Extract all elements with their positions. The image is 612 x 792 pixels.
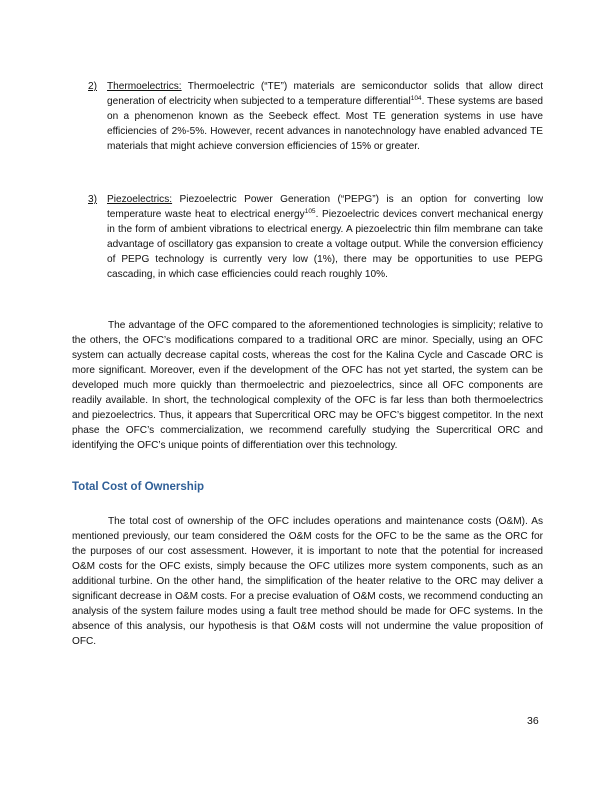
section-heading: Total Cost of Ownership (72, 481, 205, 493)
footnote-reference[interactable]: 105 (304, 208, 316, 215)
list-item-heading: Thermoelectrics: (107, 81, 182, 92)
list-item-heading: Piezoelectrics: (107, 194, 173, 205)
list-item-body (107, 79, 543, 154)
list-item-piezoelectrics (88, 192, 543, 282)
page-number: 36 (527, 715, 539, 727)
paragraph-advantage: The advantage of the OFC compared to the aforementioned technologies is simplicity; relative to the others, the OFC’s modifications compared to a traditional ORC are minor. Specially, using an OFC system can actually decrease capital costs, whereas the cost for the Kalina Cycle and Cascade ORC is more significant. Moreover, even if the development of the OFC has not yet started, the system can be developed much more quickly than thermoelectric and piezoelectrics, since all OFC components are readily available. In short, the technological complexity of the OFC is far less than both thermoelectrics and piezoelectrics. Thus, it appears that Supercritical ORC may be OFC’s biggest competitor. In the next phase the OFC’s commercialization, we recommend carefully studying the Supercritical ORC and identifying the OFC’s unique points of differentiation over this technology. (72, 320, 543, 451)
list-item-body (107, 192, 543, 282)
list-item-text: Piezoelectric Power Generation (“PEPG”) is an option for converting low temperature waste heat to electrical energy (107, 194, 543, 220)
list-item-text: . These systems are based on a phenomenon known as the Seebeck effect. Most TE generation systems in use have efficiencies of 2%-5%. However, recent advances in nanotechnology have enabled advanced TE materials that might achieve conversion efficiencies of 15% or greater. (107, 96, 544, 152)
footnote-reference[interactable]: 104 (410, 95, 422, 102)
list-item-number: 3) (88, 194, 97, 205)
list-item-text: . Piezoelectric devices convert mechanical energy in the form of ambient vibrations to electrical energy. A piezoelectric thin film membrane can take advantage of oscillatory gas expansion to create a voltage output. While the conversion efficiency of PEPG technology is currently very low (1%), there may be opportunities to use PEPG cascading, in which case efficiencies could reach roughly 10%. (107, 209, 543, 280)
paragraph-total-cost: The total cost of ownership of the OFC includes operations and maintenance costs (O&M). As mentioned previously, our team considered the O&M costs for the OFC to be the same as the ORC for the purposes of our cost assessment. However, it is important to note that the potential for increased O&M costs for the OFC exists, simply because the OFC utilizes more system components, such as an additional turbine. On the other hand, the simplification of the heater relative to the ORC may deliver a significant decrease in O&M costs. For a precise evaluation of O&M costs, we recommend conducting an analysis of the system failure modes using a fault tree method should be made for OFC systems. In the absence of this analysis, our hypothesis is that O&M costs will not undermine the value proposition of OFC. (72, 516, 543, 647)
list-item-text: Thermoelectric (“TE”) materials are semiconductor solids that allow direct generation of electricity when subjected to a temperature differential (107, 81, 543, 107)
list-item-thermoelectrics (88, 79, 543, 154)
list-item-number: 2) (88, 81, 97, 92)
